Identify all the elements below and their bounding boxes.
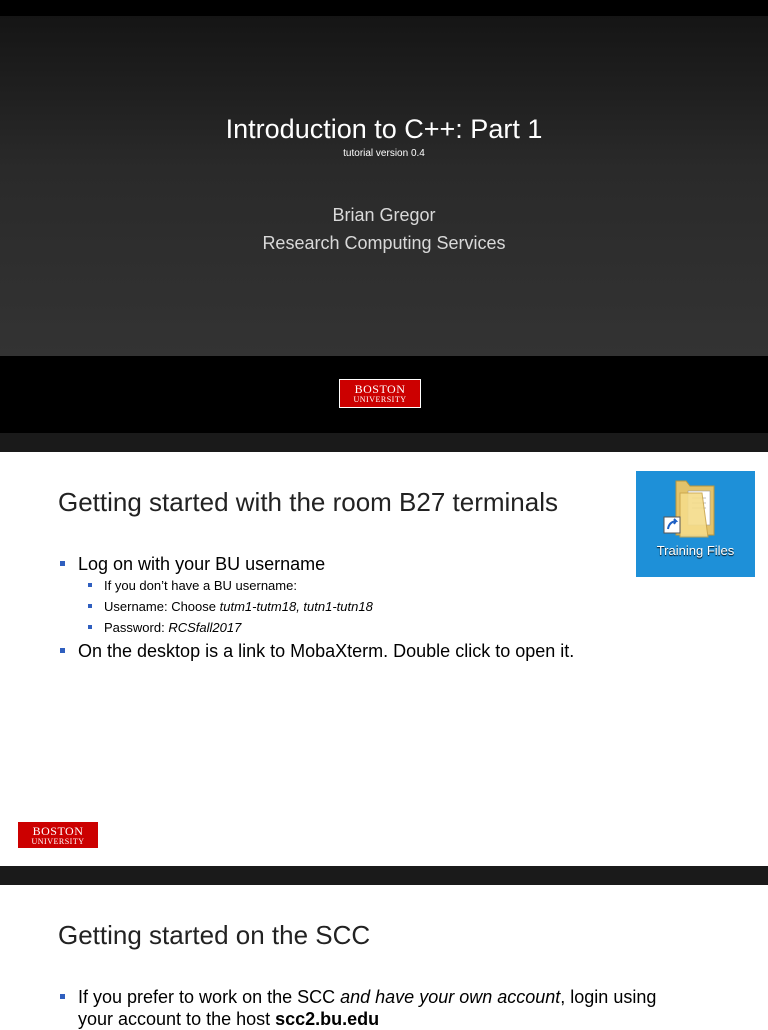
- content-slide-b27: [0, 452, 768, 866]
- bullet-item: If you prefer to work on the SCC and have your own account, login using your account to the host scc2.bu.edu: [58, 986, 738, 1030]
- tutorial-version: tutorial version 0.4: [343, 148, 425, 159]
- content-slide-scc: [0, 885, 768, 1029]
- bullet-item: On the desktop is a link to MobaXterm. Double click to open it.: [58, 640, 574, 662]
- slide-separator: [0, 433, 768, 452]
- sub-bullet-item: If you don’t have a BU username:: [58, 575, 574, 596]
- author-name: Brian Gregor: [332, 205, 436, 225]
- bullet-list: [58, 553, 574, 662]
- boston-university-logo: BOSTON UNIVERSITY: [17, 821, 99, 849]
- training-files-shortcut[interactable]: [636, 471, 755, 577]
- slide-separator: [0, 866, 768, 885]
- boston-university-logo: BOSTON UNIVERSITY: [339, 379, 421, 408]
- title-slide-gradient: [0, 16, 768, 356]
- sub-bullet-item: Password: RCSfall2017: [58, 617, 574, 638]
- folder-shortcut-icon: [636, 471, 755, 543]
- bullet-item: Log on with your BU username: [58, 553, 574, 575]
- presentation-title: Introduction to C++: Part 1: [225, 114, 543, 144]
- shortcut-label: Training Files: [656, 543, 735, 558]
- title-slide: [0, 0, 768, 433]
- bullet-list: [58, 986, 738, 1030]
- sub-bullet-item: Username: Choose tutm1-tutm18, tutn1-tutn18: [58, 596, 574, 617]
- organization-name: Research Computing Services: [262, 233, 506, 253]
- slide-title: Getting started on the SCC: [58, 920, 371, 950]
- slide-title: Getting started with the room B27 terminals: [58, 487, 559, 517]
